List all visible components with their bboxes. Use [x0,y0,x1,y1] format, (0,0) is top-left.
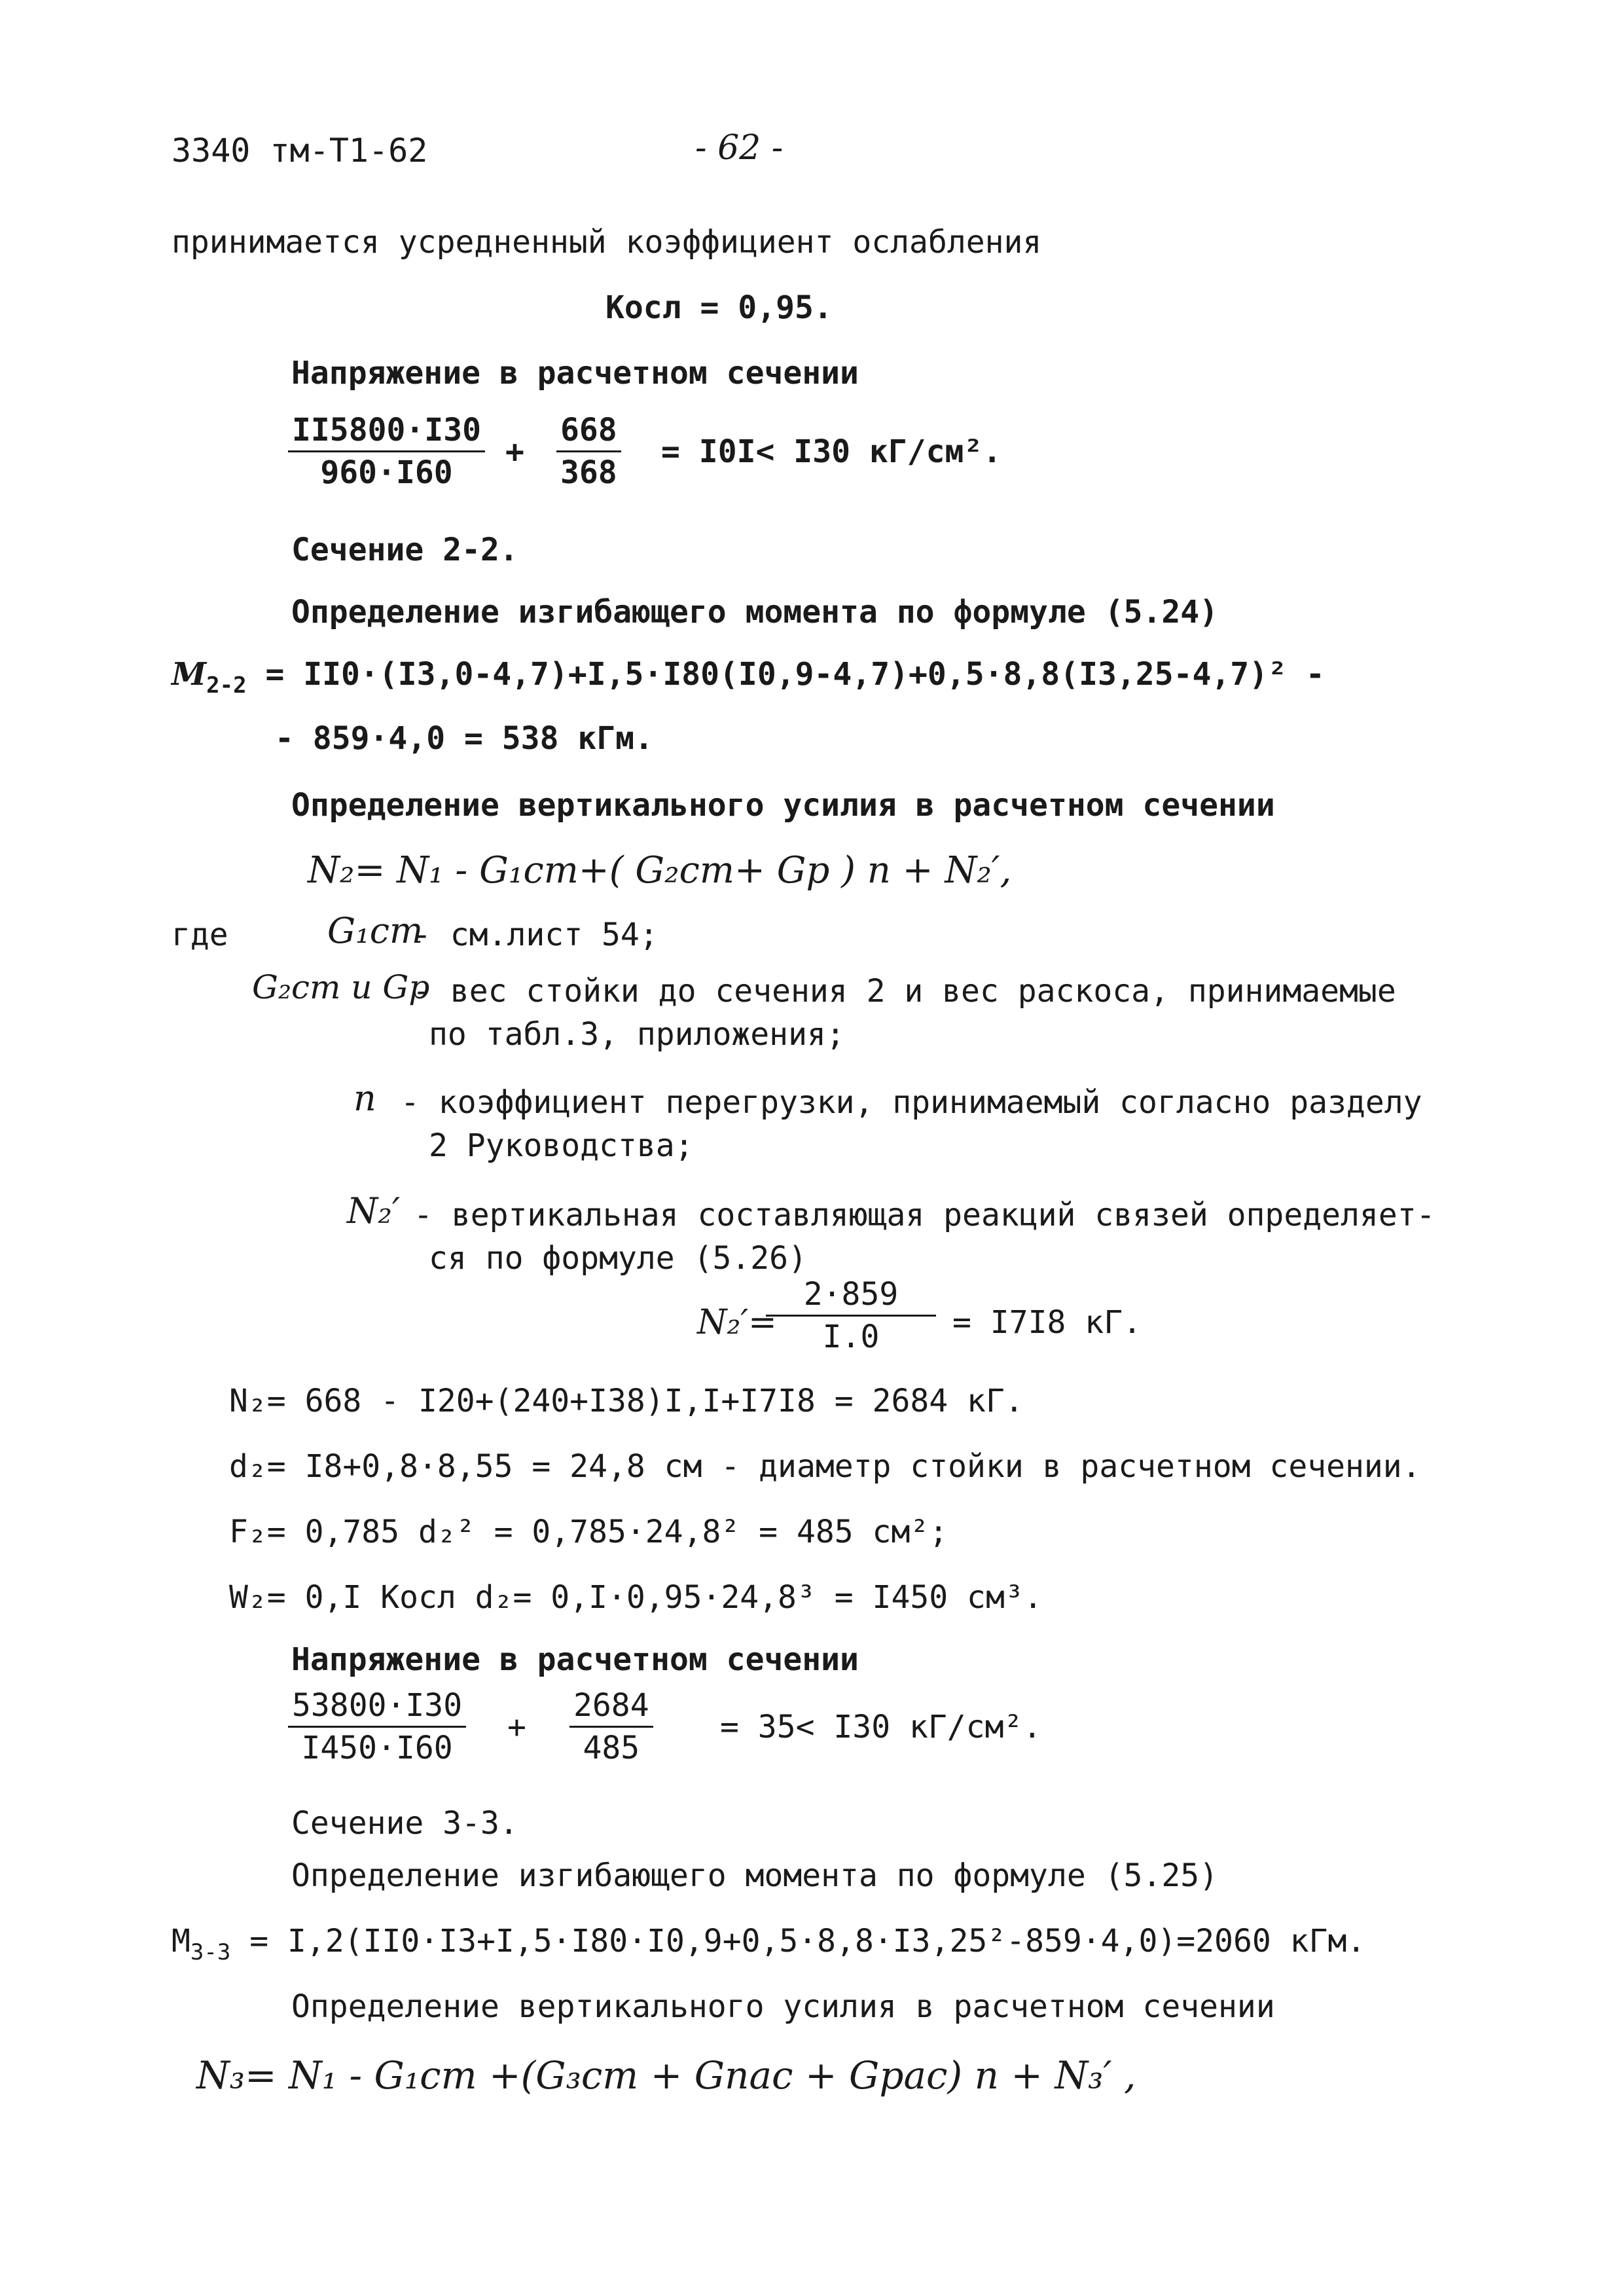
moment-expression: = I,2(II0·I3+I,5·I80·I0,9+0,5·8,8·I3,25²-859·4,0)=2060 кГм. [230,1923,1366,1959]
stress-fraction-2 [556,412,621,490]
fraction-numerator: 2684 [569,1688,653,1728]
moment-formula-2-cont: - 859·4,0 = 538 кГм. [275,720,653,757]
def-n-symbol: n [353,1078,376,1119]
kosl-value: Косл = 0,95. [605,289,833,326]
plus-sign: + [507,1709,526,1745]
w2-calc: W₂= 0,I Косл d₂= 0,I·0,95·24,8³ = I450 см³. [229,1579,1043,1616]
plus-sign: + [505,433,524,470]
def-g2-symbol: G₂ст и Gр [252,968,430,1006]
stress-heading-2: Напряжение в расчетном сечении [291,1641,859,1678]
def-n2-text-2: ся по формуле (5.26) [429,1240,807,1277]
stress-result-2: = 35< I30 кГ/см². [720,1709,1042,1745]
d2-calc: d₂= I8+0,8·8,55 = 24,8 см - диаметр стойки в расчетном сечении. [229,1448,1421,1485]
n2-formula: N₂= N₁ - G₁ст+( G₂ст+ Gр ) n + N₂′, [308,849,1012,892]
def-g2-text-2: по табл.3, приложения; [429,1016,845,1053]
moment-subscript: 2-2 [206,672,247,699]
fraction-denominator: I450·I60 [301,1730,453,1766]
moment-symbol: M [171,1923,190,1959]
stress-fraction-4 [569,1688,653,1766]
section-3-title: Сечение 3-3. [291,1805,518,1842]
moment-formula-3 [171,1922,1365,1972]
moment-formula-2 [171,655,1325,705]
fraction-numerator: II5800·I30 [288,412,485,452]
stress-heading-1: Напряжение в расчетном сечении [291,355,859,392]
stress-fraction-1 [288,412,485,490]
fraction-denominator: 485 [583,1730,640,1766]
fraction-numerator: 668 [556,412,621,452]
def-g2-text-1: - вес стойки до сечения 2 и вес раскоса, принимаемые [412,973,1396,1010]
fraction-denominator: 960·I60 [320,454,453,491]
vforce-heading-2: Определение вертикального усилия в расчетном сечении [291,787,1275,824]
stress-fraction-3 [288,1688,466,1766]
fraction-denominator: 368 [560,454,617,491]
moment-expression: = II0·(I3,0-4,7)+I,5·I80(I0,9-4,7)+0,5·8,8(I3,25-4,7)² - [246,656,1325,693]
f2-calc: F₂= 0,785 d₂² = 0,785·24,8² = 485 см²; [229,1514,948,1550]
def-n-text-1: - коэффициент перегрузки, принимаемый согласно разделу [401,1084,1422,1121]
n2prime-result: = I7I8 кГ. [952,1304,1142,1341]
n2prime-fraction [766,1277,936,1355]
moment-subscript: 3-3 [190,1939,231,1965]
def-g1-symbol: G₁ст [327,910,424,951]
def-n2-text-1: - вертикальная составляющая реакций связей определяет- [414,1197,1435,1233]
doc-code: 3340 тм-Т1-62 [171,132,428,170]
def-n-text-2: 2 Руководства; [429,1127,694,1164]
intro-text: принимается усредненный коэффициент ослабления [171,224,1042,261]
fraction-numerator: 53800·I30 [288,1688,466,1728]
n2-calc: N₂= 668 - I20+(240+I38)I,I+I7I8 = 2684 кГ. [229,1383,1024,1419]
stress-result-1: = I0I< I30 кГ/см². [661,433,1002,470]
page-number: - 62 - [695,128,784,168]
vforce-heading-3: Определение вертикального усилия в расчетном сечении [291,1988,1275,2025]
moment-heading-2: Определение изгибающего момента по формуле (5.24) [291,594,1219,630]
fraction-numerator: 2·859 [766,1277,936,1317]
moment-heading-3: Определение изгибающего момента по формуле (5.25) [291,1857,1219,1894]
where-word: где [171,917,228,953]
moment-symbol: M [171,656,207,693]
def-n2-symbol: N₂′ [347,1190,401,1231]
def-g1-text: - см.лист 54; [412,917,659,953]
n2prime-lhs: N₂′= [697,1303,777,1342]
fraction-denominator: I.0 [822,1319,880,1355]
section-2-title: Сечение 2-2. [291,532,518,568]
n3-formula: N₃= N₁ - G₁ст +(G₃ст + Gпас + Gрас) n + N₃′ , [196,2053,1136,2098]
